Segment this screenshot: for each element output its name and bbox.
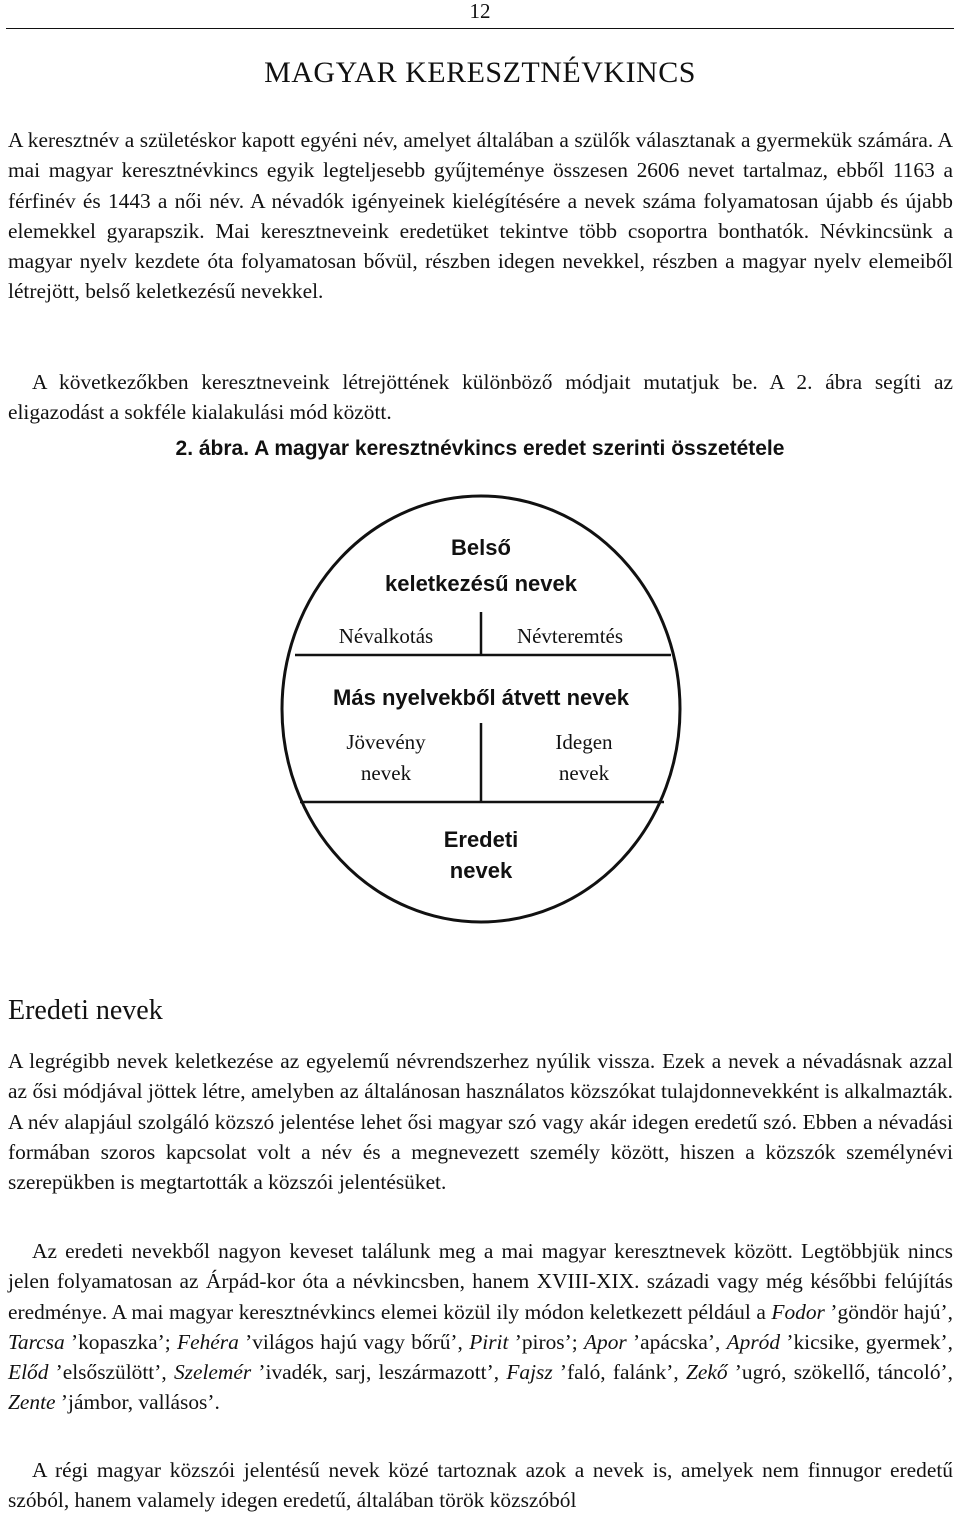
bottom-heading-line-1: Eredeti (443, 827, 519, 852)
paragraph-2-text: Az eredeti nevekből nagyon keveset találunk meg a mai magyar keresztnevek között. Legtöbbjük nincs jelen folyamatosan az Árpád-kor óta a névkincsben, hanem XVIII-XIX. századi vagy még későbbi felújítás eredménye. A mai magyar keresztnévkincs elemei közül ily módon keletkezett például a (8, 1239, 953, 1324)
name-example: Zekő (685, 1360, 728, 1385)
bottom-heading-line-2: nevek (449, 858, 513, 883)
name-gloss: ’elsőszülött’, (48, 1360, 174, 1385)
name-example: Tarcsa (8, 1329, 65, 1354)
name-gloss: ’jámbor, vallásos’. (55, 1390, 220, 1415)
chapter-title: MAGYAR KERESZTNÉVKINCS (264, 56, 696, 89)
page-number: 12 (469, 0, 491, 23)
name-example: Fajsz (506, 1360, 553, 1385)
top-right-label: Névteremtés (516, 624, 624, 648)
middle-left-line-2: nevek (360, 761, 412, 785)
name-example: Előd (8, 1360, 49, 1385)
name-example: Zente (8, 1390, 56, 1415)
middle-left-line-1: Jövevény (346, 730, 426, 754)
name-gloss: ’kopaszka’; (64, 1329, 178, 1354)
name-gloss: ’világos hajú vagy bőrű’, (238, 1329, 470, 1354)
name-gloss: ’apácska’, (626, 1329, 727, 1354)
name-gloss: ’faló, falánk’, (552, 1360, 686, 1385)
name-example: Fodor (771, 1299, 825, 1324)
intro-paragraph-1: A keresztnév a születéskor kapott egyéni név, amelyet általában a szülők választanak a gyermekük számára. A mai magyar keresztnévkincs egyik legteljesebb gyűjteménye összesen 2606 nevet tartalmaz, ebből 1163 a férfinév és 1443 a női név. A névadók igényeinek kielégítésére a nevek száma folyamatosan újabb és újabb elemekkel gyarapszik. Mai keresztneveink eredetüket tekintve több csoportra bonthatók. Névkincsünk a magyar nyelv kezdete óta folyamatosan bővül, részben idegen nevekkel, részben a magyar nyelv elemeiből létrejött, belső keletkezésű nevekkel. (8, 128, 953, 304)
name-gloss: ’ivadék, sarj, leszármazott’, (251, 1360, 507, 1385)
name-gloss: ’göndör hajú’, (824, 1299, 953, 1324)
section-paragraph-3: A régi magyar közszói jelentésű nevek közé tartoznak azok a nevek is, amelyek nem finnugor eredetű szóból, hanem valamely idegen eredetű, általában török közszóból (8, 1458, 953, 1513)
figure-caption: 2. ábra. A magyar keresztnévkincs eredet szerinti összetétele (175, 437, 785, 460)
header-rule (6, 28, 954, 29)
origin-diagram (278, 490, 684, 924)
name-gloss: ’kicsike, gyermek’, (780, 1329, 953, 1354)
section-paragraph-2 (8, 1236, 953, 1418)
top-heading-line-2: keletkezésű nevek (384, 571, 578, 596)
middle-right-line-2: nevek (558, 761, 610, 785)
name-gloss: ’ugró, szökellő, táncoló’, (727, 1360, 953, 1385)
middle-right-line-1: Idegen (555, 730, 613, 754)
name-example: Apor (583, 1329, 627, 1354)
name-example: Pirit (469, 1329, 509, 1354)
middle-heading: Más nyelvekből átvett nevek (333, 685, 629, 710)
top-left-label: Névalkotás (338, 624, 434, 648)
top-heading-line-1: Belső (451, 535, 511, 560)
name-example: Szelemér (173, 1360, 252, 1385)
section-heading: Eredeti nevek (8, 995, 163, 1026)
section-paragraph-1: A legrégibb nevek keletkezése az egyelemű névrendszerhez nyúlik vissza. Ezek a nevek a névadásnak azzal az ősi módjával jöttek létre, amelyben az általánosan használatos közszókat tulajdonnevekként is alkalmazták. A név alapjául szolgáló közszó jelentése lehet ősi magyar szó vagy akár idegen eredetű szó. Ebben a névadási formában szoros kapcsolat volt a név és a megnevezett személy között, hiszen a közszók személynévi szerepükben is megtartották a közszói jelentésüket. (8, 1049, 953, 1195)
name-example: Fehéra (177, 1329, 239, 1354)
name-gloss: ’piros’; (508, 1329, 584, 1354)
intro-paragraph-2: A következőkben keresztneveink létrejöttének különböző módjait mutatjuk be. A 2. ábra segíti az eligazodást a sokféle kialakulási mód között. (8, 370, 953, 425)
name-example: Apród (726, 1329, 781, 1354)
